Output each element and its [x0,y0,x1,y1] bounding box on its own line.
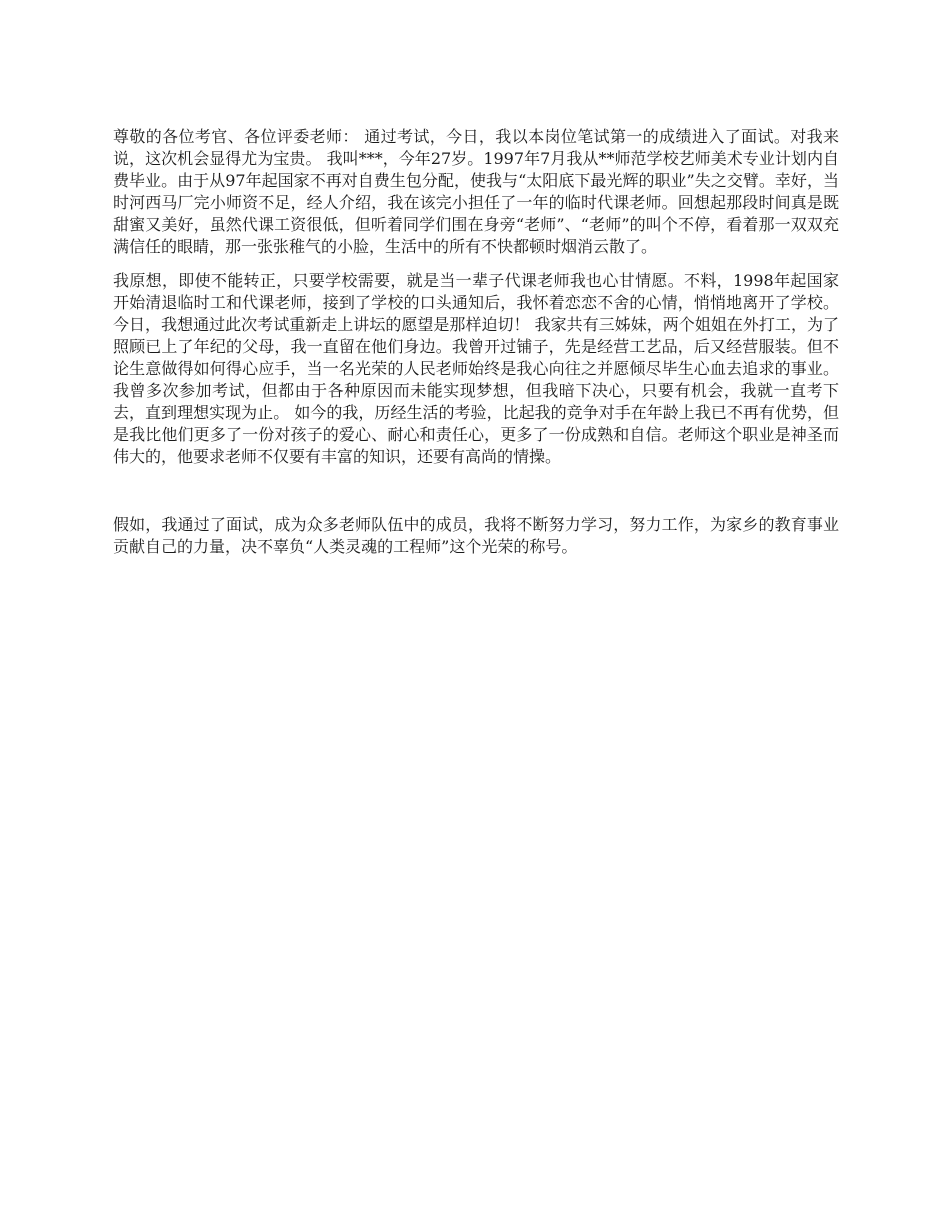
paragraph-3: 假如，我通过了面试，成为众多老师队伍中的成员，我将不断努力学习，努力工作，为家乡的教育事业贡献自己的力量，决不辜负“人类灵魂的工程师”这个光荣的称号。 [113,515,839,556]
document-body [113,126,839,570]
paragraph-2: 我原想，即使不能转正，只要学校需要，就是当一辈子代课老师我也心甘情愿。不料，1998年起国家开始清退临时工和代课老师，接到了学校的口头通知后，我怀着恋恋不舍的心情，悄悄地离开了学校。今日，我想通过此次考试重新走上讲坛的愿望是那样迫切！ 我家共有三姊妹，两个姐姐在外打工，为了照顾已上了年纪的父母，我一直留在他们身边。我曾开过铺子，先是经营工艺品，后又经营服装。但不论生意做得如何得心应手，当一名光荣的人民老师始终是我心向往之并愿倾尽毕生心血去追求的事业。我曾多次参加考试，但都由于各种原因而未能实现梦想，但我暗下决心，只要有机会，我就一直考下去，直到理想实现为止。 如今的我，历经生活的考验，比起我的竞争对手在年龄上我已不再有优势，但是我比他们更多了一份对孩子的爱心、耐心和责任心，更多了一份成熟和自信。老师这个职业是神圣而伟大的，他要求老师不仅要有丰富的知识，还要有高尚的情操。 [113,271,839,466]
paragraph-1: 尊敬的各位考官、各位评委老师： 通过考试，今日，我以本岗位笔试第一的成绩进入了面试。对我来说，这次机会显得尤为宝贵。 我叫***，今年27岁。1997年7月我从**师范学校艺师美术专业计划内自费毕业。由于从97年起国家不再对自费生包分配，使我与“太阳底下最光辉的职业”失之交臂。幸好，当时河西马厂完小师资不足，经人介绍，我在该完小担任了一年的临时代课老师。回想起那段时间真是既甜蜜又美好，虽然代课工资很低，但听着同学们围在身旁“老师”、“老师”的叫个不停，看着那一双双充满信任的眼睛，那一张张稚气的小脸，生活中的所有不快都顿时烟消云散了。 [113,127,839,256]
